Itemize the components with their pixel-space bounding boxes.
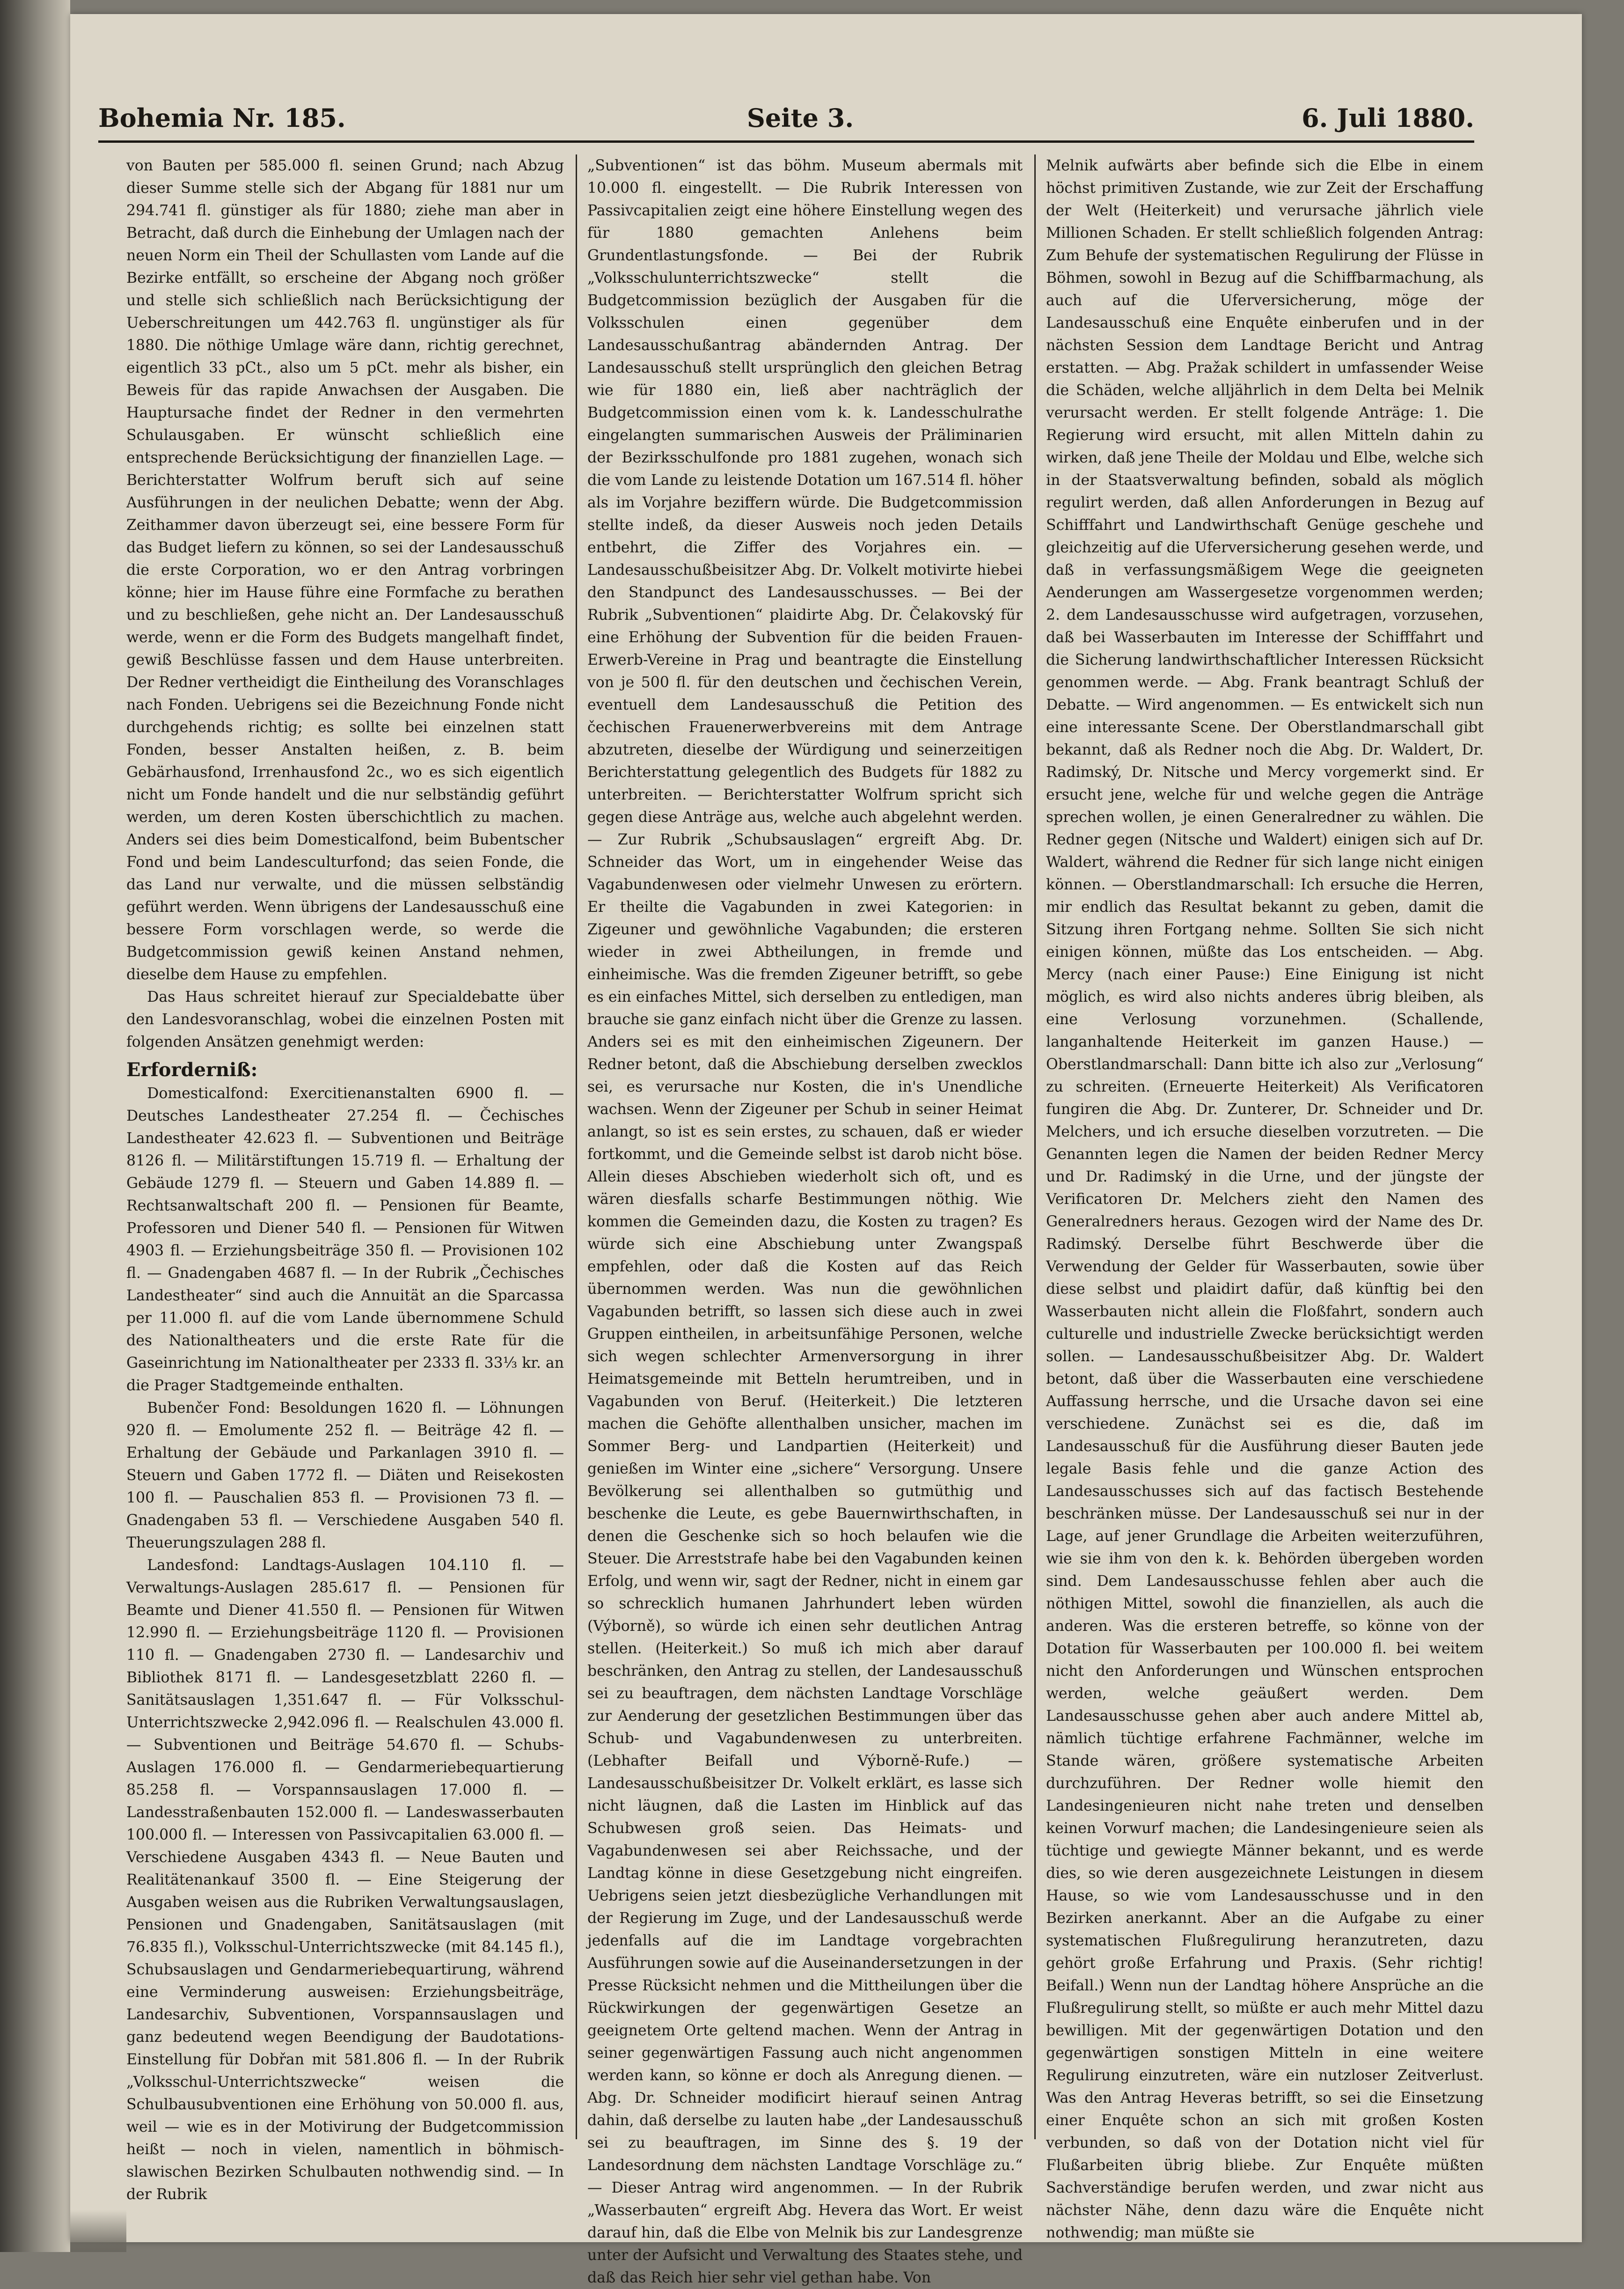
book-spine [0, 0, 70, 2252]
column-divider [576, 154, 577, 2139]
issue-date: 6. Juli 1880. [1302, 103, 1474, 133]
masthead-issue: Bohemia Nr. 185. [98, 103, 346, 133]
column-3 [1046, 154, 1484, 2241]
page-edge-shadow [70, 2210, 126, 2252]
column-1 [126, 154, 564, 2203]
paragraph: „Subventionen“ ist das böhm. Museum abermals mit 10.000 fl. eingestellt. — Die Rubrik Interessen von Passivcapitalien zeigt eine höhere Einstellung wegen des für 1880 gemachten Anlehens beim Grundentlastungsfonde. — Bei der Rubrik „Volksschulunterrichtszwecke“ stellt die Budgetcommission bezüglich der Ausgaben für die Volksschulen einen gegenüber dem Landesausschußantrag abändernden Antrag. Der Landesausschuß stellt ursprünglich den gleichen Betrag wie für 1880 ein, ließ aber nachträglich der Budgetcommission einen vom k. k. Landesschulrathe eingelangten summarischen Ausweis der Präliminarien der Bezirksschulfonde pro 1881 zugehen, wonach sich die vom Lande zu leistende Dotation um 167.514 fl. höher als im Vorjahre beziffern würde. Die Budgetcommission stellte indeß, da dieser Ausweis noch jeden Details entbehrt, die Ziffer des Vorjahres ein. — Landesausschußbeisitzer Abg. Dr. Volkelt motivirte hiebei den Standpunct des Landesausschusses. — Bei der Rubrik „Subventionen“ plaidirte Abg. Dr. Čelakovský für eine Erhöhung der Subvention für die beiden Frauen-Erwerb-Vereine in Prag und beantragte die Einstellung von je 500 fl. für den deutschen und čechischen Verein, eventuell dem Landesausschuß die Petition des čechischen Frauenerwerbvereins mit dem Antrage abzutreten, dieselbe der Würdigung und seinerzeitigen Berichterstattung gelegentlich des Budgets für 1882 zu unterbreiten. — Berichterstatter Wolfrum spricht sich gegen diese Anträge aus, welche auch abgelehnt werden. — Zur Rubrik „Schubsauslagen“ ergreift Abg. Dr. Schneider das Wort, um in eingehender Weise das Vagabundenwesen oder vielmehr Unwesen zu erörtern. Er theilte die Vagabunden in zwei Kategorien: in Zigeuner und gewöhnliche Vagabunden; die ersteren wieder in zwei Abtheilungen, in fremde und einheimische. Was die fremden Zigeuner betrifft, so gebe es ein einfaches Mittel, sich derselben zu entledigen, man brauche sie ganz einfach nicht über die Grenze zu lassen. Anders sei es mit den einheimischen Zigeunern. Der Redner betont, daß die Abschiebung derselben zwecklos sei, es verursache nur Kosten, die in's Unendliche wachsen. Wenn der Zigeuner per Schub in seiner Heimat anlangt, so ist es sein erstes, zu schauen, daß er wieder fortkommt, und die Gemeinde selbst ist darob nicht böse. Allein dieses Abschieben wiederholt sich oft, und es wären diesfalls scharfe Bestimmungen nöthig. Wie kommen die Gemeinden dazu, die Kosten zu tragen? Es würde sich eine Abschiebung unter Zwangspaß empfehlen, oder daß die Kosten auf das Reich übernommen werden. Was nun die gewöhnlichen Vagabunden betrifft, so lassen sich diese auch in zwei Gruppen eintheilen, in arbeitsunfähige Personen, welche sich wegen schlechter Armenversorgung in ihrer Heimatsgemeinde mit Betteln herumtreiben, und in Vagabunden von Beruf. (Heiterkeit.) Die letzteren machen die Gehöfte allenthalben unsicher, machen im Sommer Berg- und Landpartien (Heiterkeit) und genießen im Winter eine „sichere“ Versorgung. Unsere Bevölkerung sei allenthalben so gutmüthig und beschenke die Leute, es gebe Bauernwirthschaften, in denen die Geschenke sich so hoch belaufen wie die Steuer. Die Arreststrafe habe bei den Vagabunden keinen Erfolg, und wenn wir, sagt der Redner, nicht in einem gar so schrecklich humanen Jahrhundert leben würden (Výborně), so würde ich einen sehr deutlichen Antrag stellen. (Heiterkeit.) So muß ich mich aber darauf beschränken, den Antrag zu stellen, der Landesausschuß sei zu beauftragen, dem nächsten Landtage Vorschläge zur Aenderung der gesetzlichen Bestimmungen über das Schub- und Vagabundenwesen zu unterbreiten. (Lebhafter Beifall und Výborně-Rufe.) — Landesausschußbeisitzer Dr. Volkelt erklärt, es lasse sich nicht läugnen, daß die Lasten im Hinblick auf das Schubwesen groß seien. Das Heimats- und Vagabundenwesen sei aber Reichssache, und der Landtag könne in diese Gesetzgebung nicht eingreifen. Uebrigens seien jetzt diesbezügliche Verhandlungen mit der Regierung im Zuge, und der Landesausschuß werde jedenfalls auf die im Landtage vorgebrachten Ausführungen sowie auf die Auseinandersetzungen in der Presse Rücksicht nehmen und die Mittheilungen über die Rückwirkungen der gegenwärtigen Gesetze an geeignetem Orte geltend machen. Wenn der Antrag in seiner gegenwärtigen Fassung auch nicht angenommen werden kann, so könne er doch als Anregung dienen. — Abg. Dr. Schneider modificirt hierauf seinen Antrag dahin, daß derselbe zu lauten habe „der Landesausschuß sei zu beauftragen, im Sinne des §. 19 der Landesordnung dem nächsten Landtage Vorschläge zu.“ — Dieser Antrag wird angenommen. — In der Rubrik „Wasserbauten“ ergreift Abg. Hevera das Wort. Er weist darauf hin, daß die Elbe von Melnik bis zur Landesgrenze unter der Aufsicht und Verwaltung des Staates stehe, und daß das Reich hier sehr viel gethan habe. Von [587, 157, 1023, 2286]
column-2 [587, 154, 1023, 2286]
paragraph: Landesfond: Landtags-Auslagen 104.110 fl. — Verwaltungs-Auslagen 285.617 fl. — Pensionen für Beamte und Diener 41.550 fl. — Pensionen für Witwen 12.990 fl. — Erziehungsbeiträge 1120 fl. — Provisionen 110 fl. — Gnadengaben 2730 fl. — Landesarchiv und Bibliothek 8171 fl. — Landesgesetzblatt 2260 fl. — Sanitätsauslagen 1,351.647 fl. — Für Volksschul-Unterrichtszwecke 2,942.096 fl. — Realschulen 43.000 fl. — Subventionen und Beiträge 54.670 fl. — Schubs-Auslagen 176.000 fl. — Gendarmeriebequartierung 85.258 fl. — Vorspannsauslagen 17.000 fl. — Landesstraßenbauten 152.000 fl. — Landeswasserbauten 100.000 fl. — Interessen von Passivcapitalien 63.000 fl. — Verschiedene Ausgaben 4343 fl. — Neue Bauten und Realitätenankauf 3500 fl. — Eine Steigerung der Ausgaben weisen aus die Rubriken Verwaltungsauslagen, Pensionen und Gnadengaben, Sanitätsauslagen (mit 76.835 fl.), Volksschul-Unterrichtszwecke (mit 84.145 fl.), Schubsauslagen und Gendarmeriebequartirung, während eine Verminderung ausweisen: Erziehungsbeiträge, Landesarchiv, Subventionen, Vorspannsauslagen und ganz bedeutend wegen Beendigung der Baudotations-Einstellung für Dobřan mit 581.806 fl. — In der Rubrik „Volksschul-Unterrichtszwecke“ weisen die Schulbausubventionen eine Erhöhung von 50.000 fl. aus, weil — wie es in der Motivirung der Budgetcommission heißt — noch in vielen, namentlich in böhmisch-slawischen Bezirken Schulbauten nothwendig sind. — In der Rubrik [126, 1557, 564, 2203]
paragraph: Bubenčer Fond: Besoldungen 1620 fl. — Löhnungen 920 fl. — Emolumente 252 fl. — Beiträge 42 fl. — Erhaltung der Gebäude und Parkanlagen 3910 fl. — Steuern und Gaben 1772 fl. — Diäten und Reisekosten 100 fl. — Pauschalien 853 fl. — Provisionen 73 fl. — Gnadengaben 53 fl. — Verschiedene Ausgaben 540 fl. Theuerungszulagen 288 fl. [126, 1400, 564, 1551]
paragraph: Domesticalfond: Exercitienanstalten 6900 fl. — Deutsches Landestheater 27.254 fl. — Čechisches Landestheater 42.623 fl. — Subventionen und Beiträge 8126 fl. — Militärstiftungen 15.719 fl. — Erhaltung der Gebäude 1279 fl. — Steuern und Gaben 14.889 fl. — Rechtsanwaltschaft 200 fl. — Pensionen für Beamte, Professoren und Diener 540 fl. — Pensionen für Witwen 4903 fl. — Erziehungsbeiträge 350 fl. — Provisionen 102 fl. — Gnadengaben 4687 fl. — In der Rubrik „Čechisches Landestheater“ sind auch die Annuität an die Sparcassa per 11.000 fl. auf die vom Lande übernommene Schuld des Nationaltheaters und die erste Rate für die Gaseinrichtung im Nationaltheater per 2333 fl. 33⅓ kr. an die Prager Stadtgemeinde enthalten. [126, 1085, 564, 1394]
page-number: Seite 3. [746, 103, 854, 133]
paragraph: von Bauten per 585.000 fl. seinen Grund; nach Abzug dieser Summe stelle sich der Abgang für 1881 nur um 294.741 fl. günstiger als für 1880; ziehe man aber in Betracht, daß durch die Einhebung der Umlagen nach der neuen Norm ein Theil der Schullasten vom Lande auf die Bezirke entfällt, so erscheine der Abgang noch größer und stelle sich schließlich nach Berücksichtigung der Ueberschreitungen um 442.763 fl. ungünstiger als für 1880. Die nöthige Umlage wäre dann, richtig gerechnet, eigentlich 33 pCt., also um 5 pCt. mehr als bisher, ein Beweis für das rapide Anwachsen der Ausgaben. Die Hauptursache findet der Redner in den vermehrten Schulausgaben. Er wünscht schließlich eine entsprechende Berücksichtigung der finanziellen Lage. — Berichterstatter Wolfrum beruft sich auf seine Ausführungen in der neulichen Debatte; wenn der Abg. Zeithammer davon überzeugt sei, eine bessere Form für das Budget liefern zu können, so sei der Landesausschuß die erste Corporation, wo er den Antrag vorbringen könne; hier im Hause führe eine Formfache zu berathen und zu beschließen, gehe nicht an. Der Landesausschuß werde, wenn er die Form des Budgets mangelhaft findet, gewiß Beschlüsse fassen und dem Hause unterbreiten. Der Redner vertheidigt die Eintheilung des Voranschlages nach Fonden. Uebrigens sei die Bezeichnung Fonde nicht durchgehends richtig; es sollte bei einzelnen statt Fonden, besser Anstalten heißen, z. B. beim Gebärhausfond, Irrenhausfond 2c., wo es sich eigentlich nicht um Fonde handelt und die nur selbständig geführt werden, um deren Kosten überschichtlich zu machen. Anders sei dies beim Domesticalfond, beim Bubentscher Fond und beim Landesculturfond; das seien Fonde, die das Land nur verwalte, und die müssen selbständig geführt werden. Wenn übrigens der Landesausschuß eine bessere Form vorschlagen werde, so werde die Budgetcommission gewiß keinen Anstand nehmen, dieselbe dem Hause zu empfehlen. [126, 157, 564, 983]
column-divider [1034, 154, 1036, 2139]
paragraph: Das Haus schreitet hierauf zur Specialdebatte über den Landesvoranschlag, wobei die einzelnen Posten mit folgenden Ansätzen genehmigt werden: [126, 989, 564, 1050]
paragraph: Melnik aufwärts aber befinde sich die Elbe in einem höchst primitiven Zustande, wie zur Zeit der Erschaffung der Welt (Heiterkeit) und verursache jährlich viele Millionen Schaden. Er stellt schließlich folgenden Antrag: Zum Behufe der systematischen Regulirung der Flüsse in Böhmen, sowohl in Bezug auf die Schiffbarmachung, als auch auf die Uferversicherung, möge der Landesausschuß eine Enquête einberufen und in der nächsten Session dem Landtage Bericht und Antrag erstatten. — Abg. Pražak schildert in umfassender Weise die Schäden, welche alljährlich in dem Delta bei Melnik verursacht werden. Er stellt folgende Anträge: 1. Die Regierung wird ersucht, mit allen Mitteln dahin zu wirken, daß jene Theile der Moldau und Elbe, welche sich in der Staatsverwaltung befinden, sobald als möglich regulirt werden, daß allen Anforderungen in Bezug auf Schifffahrt und Landwirthschaft Genüge geschehe und gleichzeitig auf die Uferversicherung gesehen werde, und daß in verfassungsmäßigem Wege die geeigneten Aenderungen am Wassergesetze vorgenommen werden; 2. dem Landesausschusse wird aufgetragen, vorzusehen, daß bei Wasserbauten im Interesse der Schifffahrt und die Sicherung landwirthschaftlicher Interessen Rücksicht genommen werde. — Abg. Frank beantragt Schluß der Debatte. — Wird angenommen. — Es entwickelt sich nun eine interessante Scene. Der Oberstlandmarschall gibt bekannt, daß als Redner noch die Abg. Dr. Waldert, Dr. Radimský, Dr. Nitsche und Mercy vorgemerkt sind. Er ersucht jene, welche für und welche gegen die Anträge sprechen wollen, je einen Generalredner zu wählen. Die Redner gegen (Nitsche und Waldert) einigen sich auf Dr. Waldert, während die Redner für sich lange nicht einigen können. — Oberstlandmarschall: Ich ersuche die Herren, mir endlich das Resultat bekannt zu geben, damit die Sitzung ihren Fortgang nehme. Sollten Sie sich nicht einigen können, müßte das Los entscheiden. — Abg. Mercy (nach einer Pause:) Eine Einigung ist nicht möglich, es wird also nichts anderes übrig bleiben, als eine Verlosung vorzunehmen. (Schallende, langanhaltende Heiterkeit im ganzen Hause.) — Oberstlandmarschall: Dann bitte ich also zur „Verlosung“ zu schreiten. (Erneuerte Heiterkeit) Als Verificatoren fungiren die Abg. Dr. Zunterer, Dr. Schneider und Dr. Melchers, und ich ersuche dieselben vorzutreten. — Die Genannten legen die Namen der beiden Redner Mercy und Dr. Radimský in die Urne, und der jüngste der Verificatoren Dr. Melchers zieht den Namen des Generalredners heraus. Gezogen wird der Name des Dr. Radimský. Derselbe führt Beschwerde über die Verwendung der Gelder für Wasserbauten, sowie über diese selbst und plaidirt dafür, daß künftig bei den Wasserbauten nicht allein die Floßfahrt, sondern auch culturelle und industrielle Zwecke berücksichtigt werden sollen. — Landesausschußbeisitzer Abg. Dr. Waldert betont, daß über die Wasserbauten eine verschiedene Auffassung herrsche, und die Ursache davon sei eine verschiedene. Zunächst sei es die, daß im Landesausschuß für die Ausführung dieser Bauten jede legale Basis fehle und die ganze Action des Landesausschusses sich auf das factisch Bestehende beschränken müsse. Der Landesausschuß sei nur in der Lage, auf jener Grundlage die Arbeiten weiterzuführen, wie sie ihm von den k. k. Behörden übergeben worden sind. Dem Landesausschusse fehlen aber auch die nöthigen Mittel, sowohl die finanziellen, als auch die anderen. Was die ersteren betreffe, so könne von der Dotation für Wasserbauten per 100.000 fl. bei weitem nicht den Anforderungen und Wünschen entsprochen werden, welche geäußert werden. Dem Landesausschusse gehen aber auch andere Mittel ab, nämlich tüchtige erfahrene Fachmänner, welche im Stande wären, größere systematische Arbeiten durchzuführen. Der Redner wolle hiemit den Landesingenieuren nicht nahe treten und denselben keinen Vorwurf machen; die Landesingenieure seien als tüchtige und gewiegte Männer bekannt, und es werde dies, so wie deren ausgezeichnete Leistungen in diesem Hause, so wie vom Landesausschusse und in den Bezirken anerkannt. Aber an die Aufgabe zu einer systematischen Flußregulirung heranzutreten, dazu gehört große Erfahrung und Praxis. (Sehr richtig! Beifall.) Wenn nun der Landtag höhere Ansprüche an die Flußregulirung stellt, so müßte er auch mehr Mittel dazu bewilligen. Mit der gegenwärtigen Dotation und den gegenwärtigen sonstigen Mitteln in eine weitere Regulirung einzutreten, wäre ein nutzloser Zeitverlust. Was den Antrag Heveras betrifft, so sei die Einsetzung einer Enquête schon an sich mit großen Kosten verbunden, so daß von der Dotation nicht viel für Flußarbeiten übrig bliebe. Zur Enquête müßten Sachverständige berufen werden, und zwar nicht aus nächster Nähe, denn dazu wäre die Enquête nicht nothwendig; man müßte sie [1046, 157, 1484, 2241]
page-header [98, 103, 1474, 140]
section-heading: Erforderniß: [126, 1059, 258, 1081]
header-rule [98, 140, 1474, 143]
